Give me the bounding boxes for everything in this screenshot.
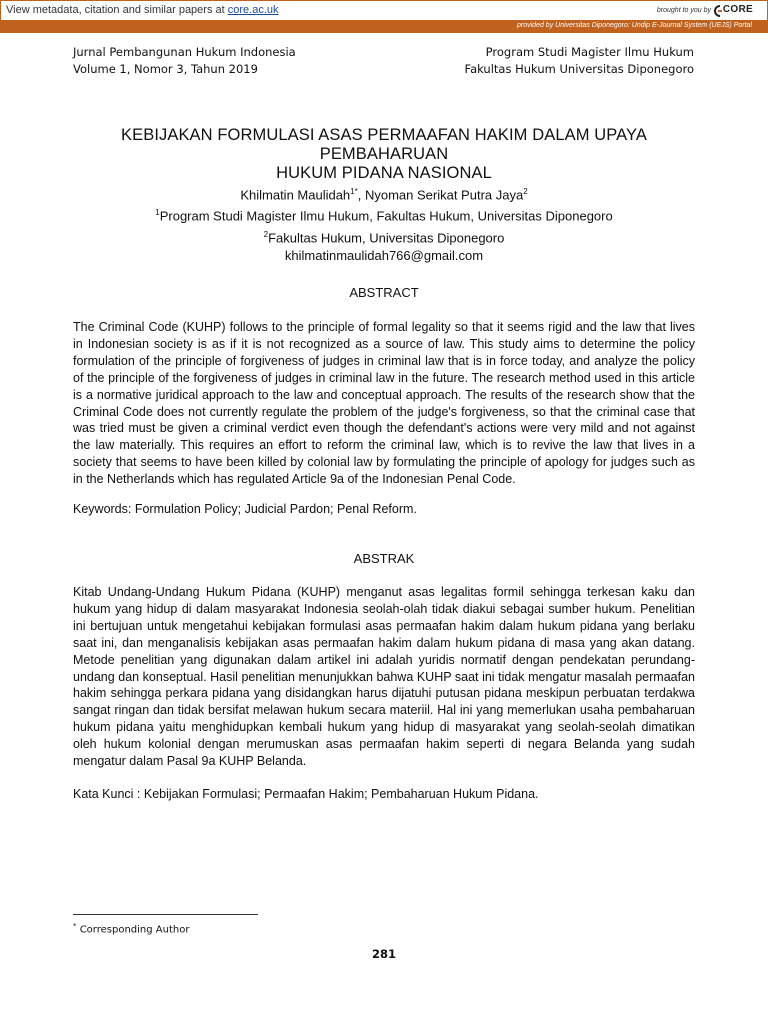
core-logo-text[interactable]: CORE [722, 4, 753, 15]
author-1: Khilmatin Maulidah [240, 187, 351, 203]
affiliation-1 [60, 204, 708, 225]
core-banner [0, 0, 768, 21]
affiliation-1-text: Program Studi Magister Ilmu Hukum, Fakultas Hukum, Universitas Diponegoro [159, 208, 613, 224]
abstract-keywords: Keywords: Formulation Policy; Judicial Pardon; Penal Reform. [73, 502, 417, 516]
core-metadata-text [6, 4, 279, 16]
author-block [60, 183, 708, 265]
affiliation-2 [60, 226, 708, 247]
program-name: Program Studi Magister Ilmu Hukum [485, 45, 694, 59]
affiliation-2-sup: 2 [263, 229, 269, 239]
title-line-2: HUKUM PIDANA NASIONAL [276, 164, 492, 182]
author-line [60, 183, 708, 204]
brought-to-you-label: brought to you by [656, 7, 711, 14]
affiliation-2-text: Fakultas Hukum, Universitas Diponegoro [268, 229, 505, 245]
author-2: Nyoman Serikat Putra Jaya [364, 187, 524, 203]
title-line-1: KEBIJAKAN FORMULASI ASAS PERMAAFAN HAKIM DALAM UPAYA PEMBAHARUAN [121, 126, 647, 163]
faculty-name: Fakultas Hukum Universitas Diponegoro [464, 62, 694, 76]
author-email: khilmatinmaulidah766@gmail.com [284, 247, 484, 263]
core-logo-icon [712, 5, 722, 17]
author-separator: , [357, 187, 365, 203]
page-number: 281 [371, 947, 396, 961]
affiliation-1-sup: 1 [155, 208, 160, 218]
view-metadata-label: View metadata, citation and similar papers at [6, 4, 228, 16]
abstrak-body: Kitab Undang-Undang Hukum Pidana (KUHP) menganut asas legalitas formil sehingga terkesan kaku dan hukum yang hidup di dalam masyarakat Indonesia seolah-olah tidak diakui sebagai sumber hukum. Penelitian ini bertujuan untuk mengetahui kebijakan formulasi asas permaafan hakim dalam hukum pidana yang berlaku saat ini, dan menganalisis kebijakan asas permaafan hakim dalam hukum pidana di masa yang akan datang. Metode penelitian yang digunakan dalam artikel ini adalah yuridis normatif dengan pendekatan perundang-undang dan konseptual. Hasil penelitian menunjukkan bahwa KUHP saat ini tidak mengatur masalah permaafan hakim sehingga perkara pidana yang disidangkan harus dijatuhi putusan pidana meskipun perbuatan terdakwa sangat ringan dan tidak bersifat melawan hukum secara materiil. Hal ini yang memerlukan usaha pembaharuan hukum pidana yaitu menghidupkan kembali hukum yang hidup di masyarakat yang seolah-seolah dimatikan oleh hukum kolonial dengan merumuskan asas permaafan hakim seperti di negara Belanda yang sudah mengatur dalam Pasal 9a KUHP Belanda. [73, 585, 695, 769]
provided-by-text[interactable]: provided by Universitas Diponegoro: Undip E-Journal System (UEJS) Portal [517, 22, 752, 29]
paper-title [60, 126, 708, 183]
journal-name: Jurnal Pembangunan Hukum Indonesia [73, 45, 296, 59]
institution-header [465, 44, 694, 78]
footnote-text: Corresponding Author [79, 924, 190, 936]
journal-header [73, 44, 296, 78]
provided-by-bar [0, 21, 768, 33]
abstrak-keywords: Kata Kunci : Kebijakan Formulasi; Permaafan Hakim; Pembaharuan Hukum Pidana. [73, 787, 539, 801]
footnote-divider [73, 914, 258, 915]
abstract-heading: ABSTRACT [349, 285, 419, 300]
author-1-sup: 1* [350, 187, 358, 196]
footnote [73, 922, 189, 935]
abstract-body: The Criminal Code (KUHP) follows to the principle of formal legality so that it seems rigid and the law that lives in Indonesian society is as if it is not recognized as a source of law. This study aims to determine the policy formulation of the principle of forgiveness of judges in criminal law that is in force today, and analyze the policy of the principle of the forgiveness of judges in criminal law in the future. The research method used in this article is a normative juridical approach to the law and conceptual approach. The results of the research show that the Criminal Code does not currently regulate the problem of the judge's forgiveness, so that the criminal case that was tried must be given a criminal verdict even though the defendant's actions were very mild and not against the law materially. This requires an effort to reform the criminal law, which is to revive the law that lives in a society that seems to have been killed by colonial law by formulating the principle of apology for judges such as in the Netherlands which has regulated Article 9a of the Indonesian Penal Code. [73, 320, 695, 487]
author-2-sup: 2 [523, 187, 528, 196]
journal-volume: Volume 1, Nomor 3, Tahun 2019 [73, 62, 258, 76]
abstrak-heading: ABSTRAK [353, 551, 415, 566]
footnote-marker: * [73, 922, 77, 930]
core-ac-uk-link[interactable]: core.ac.uk [227, 4, 279, 16]
